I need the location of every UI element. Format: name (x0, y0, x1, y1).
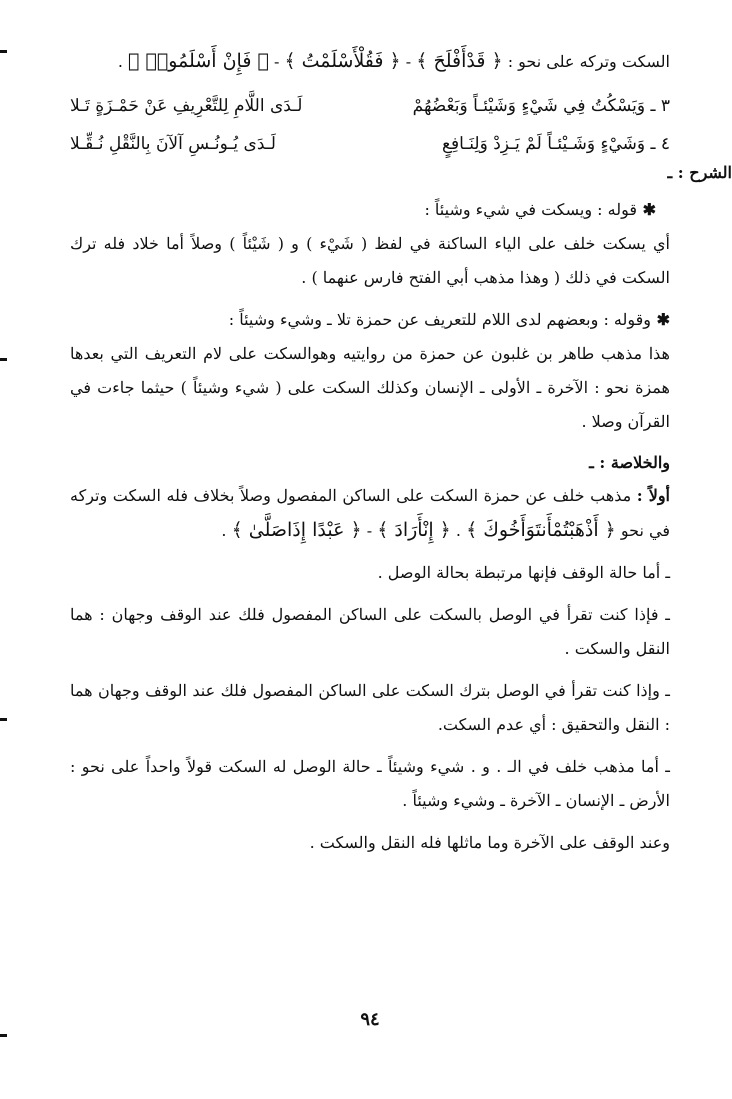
margin-mark (0, 1034, 7, 1037)
verse-adhhabta: ﴿ أَذْهَبْتُمْأَنتَوَأَخُوكَ ﴾ (466, 519, 616, 541)
margin-mark (0, 50, 7, 53)
para2-title: وقوله : وبعضهم لدى اللام للتعريف عن حمزة تلا ـ وشيء وشيئاً : (228, 310, 652, 329)
khulasa-item: ـ فإذا كنت تقرأ في الوصل بالسكت على الساكن المفصول فلك عند الوقف وجهان : هما النقل والسكت . (70, 605, 670, 658)
para1-body: أي يسكت خلف على الياء الساكنة في لفظ ( شَيْء ) و ( شَيْئاً ) وصلاً أما خلاد فله ترك السكت في ذلك ( وهذا مذهب أبي الفتح فارس عنهما ) . (70, 234, 671, 287)
khulasa-item: وعند الوقف على الآخرة وما ماثلها فله النقل والسكت . (309, 833, 670, 852)
para1-title: قوله : ويسكت في شيء وشيئاً : (424, 200, 638, 219)
poem-second-hemistich: لَـدَى يُـونُـسِ آلآنَ بِالنَّقْلِ نُـقِّـلا (70, 134, 276, 154)
khulasa-heading: والخلاصة : ـ (589, 453, 670, 472)
para2-body: هذا مذهب طاهر بن غلبون عن حمزة من روايتيه وهوالسكت على لام التعريف التي بعدها همزة نحو : الآخرة ـ الأولى ـ الإنسان وكذلك السكت على ( شيء وشيئاً ) حيثما جاءت في القرآن وصلا . (70, 344, 670, 431)
khulasa-item: ـ وإذا كنت تقرأ في الوصل بترك السكت على الساكن المفصول فلك عند الوقف وجهان هما : النقل والتحقيق : أي عدم السكت. (70, 681, 670, 734)
verse-fain-aslamu: ﴿ فَإِنْ أَسْلَمُوا۟ ﴾ (128, 50, 269, 72)
khulasa-first-point: أولاً : مذهب خلف عن حمزة السكت على الساكن المفصول وصلاً بخلاف فله السكت وتركه في نحو ﴿ أَذْهَبْتُمْأَنتَوَأَخُوكَ ﴾ . ﴿ إِنْأَرَادَ ﴾ - ﴿ عَبْدًا إِذَاصَلَّىٰ ﴾ . (70, 486, 671, 541)
asterisk-bullet: ✱ (651, 310, 670, 329)
margin-mark (0, 358, 7, 361)
sharh-heading-row (70, 163, 732, 193)
poem-second-hemistich: لَـدَى اللَّامِ لِلتَّعْرِيفِ عَنْ حَمْـزَةٍ تَـلا (70, 96, 303, 116)
para2-title-line (70, 303, 670, 337)
first-label: أولاً : (636, 486, 671, 505)
first-body: مذهب خلف عن حمزة السكت على الساكن المفصول وصلاً بخلاف فله السكت وتركه في نحو (70, 486, 670, 540)
separator: - (273, 52, 280, 71)
page-number: ٩٤ (360, 1009, 380, 1030)
poem-first-hemistich: ٣ ـ وَيَسْكُتُ فِي شَيْءٍ وَشَيْئـاً وَبَعْضُهُمْ (412, 96, 670, 116)
poem-line-3 (70, 87, 670, 125)
verse-faqul-aslamtu: ﴿ فَقُلْأَسْلَمْتُ ﴾ (284, 50, 401, 72)
khulasa-item: ـ أما حالة الوقف فإنها مرتبطة بحالة الوصل . (377, 563, 670, 582)
separator: - (405, 52, 412, 71)
verse-in-arada: ﴿ إِنْأَرَادَ ﴾ (377, 519, 451, 541)
verse-abdan-idha-salla: ﴿ عَبْدًا إِذَاصَلَّىٰ ﴾ (231, 519, 362, 541)
khulasa-item: ـ أما مذهب خلف في الـ . و . شيء وشيئاً ـ حالة الوصل له السكت قولاً واحداً على نحو : الأرض ـ الإنسان ـ الآخرة ـ وشيء وشيئاً . (70, 757, 670, 810)
document-page (70, 44, 732, 1074)
poem-line-4 (70, 125, 670, 163)
intro-paragraph (70, 44, 670, 79)
para1-title-line (70, 193, 670, 227)
margin-mark (0, 718, 7, 721)
asterisk-bullet: ✱ (637, 200, 656, 219)
verse-qad-aflaha: ﴿ قَدْأَفْلَحَ ﴾ (416, 50, 503, 72)
full-stop: . (117, 52, 123, 71)
sharh-heading: الشرح : ـ (667, 163, 732, 182)
intro-text: السكت وتركه على نحو : (507, 52, 670, 71)
poem-first-hemistich: ٤ ـ وَشَيْءٍ وَشَـيْئـاً لَمْ يَـزِدْ وَلِنَـافِعٍ (441, 134, 670, 154)
